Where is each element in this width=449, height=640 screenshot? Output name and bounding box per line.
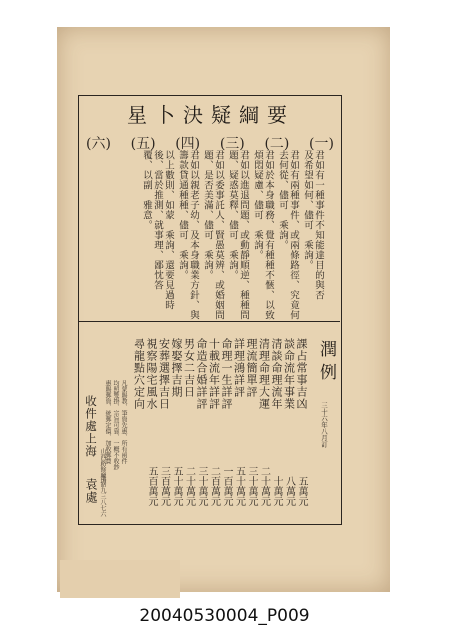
rate-amount: 五萬元	[296, 476, 307, 506]
item-text: 君如以委事託人、賢愚莫辨、或婚姻問 題、是否美滿、儘可 乘詢。	[202, 150, 224, 320]
address-detail: 山西路餘慶坊	[99, 448, 106, 484]
item-number: (六)	[86, 136, 111, 152]
rate-row	[195, 338, 208, 506]
note-text: 均照雙掛、宗旨可靠、一概不收鈔	[112, 380, 119, 470]
note-text: 惠賜郵資、統郵定價、加收郵費	[104, 380, 111, 464]
rate-service: 詳理鴻詳評	[232, 338, 246, 398]
rate-amount: 二十萬元	[258, 466, 270, 506]
rate-row	[145, 338, 158, 506]
rate-row	[232, 338, 245, 506]
rate-date: 三十六年八月訂	[320, 402, 328, 448]
rate-amount: 二十萬元	[183, 466, 195, 506]
note-text: 凡蒙賜教、筆資先惠、所有函件	[120, 380, 127, 464]
rate-row	[182, 338, 195, 506]
item-columns	[92, 150, 324, 320]
page-title: 星卜決疑綱要	[127, 103, 295, 127]
rate-title: 潤例	[316, 340, 336, 386]
rate-row	[257, 338, 270, 506]
rate-service: 命造合婚詳評	[195, 338, 208, 410]
rate-amount: 五百萬元	[146, 466, 157, 506]
rate-amount: 五十萬元	[233, 466, 245, 506]
rate-row	[295, 338, 308, 506]
item-number: (五)	[130, 136, 156, 152]
item-text: 君如以親老子幼、及本身職業方針、與 籌款貸通種種、儘可 乘詢。	[177, 150, 199, 320]
rate-row	[132, 338, 145, 506]
item-number: (二)	[264, 136, 290, 152]
paper-tear	[60, 560, 180, 598]
rate-amount: 三百萬元	[158, 466, 170, 506]
rate-service: 安葬選擇吉日	[157, 338, 171, 410]
rate-amount: 八萬元	[283, 476, 295, 506]
section-divider	[78, 321, 340, 322]
rate-service: 清理命理大運	[257, 338, 271, 410]
item-number: (四)	[175, 136, 201, 152]
rate-service: 談命流年事業	[282, 338, 296, 410]
rate-row	[207, 338, 220, 506]
rate-row	[282, 338, 295, 506]
rate-row	[245, 338, 258, 506]
address-sub: 電話九三八七六	[99, 475, 106, 517]
rate-service: 課占常事吉凶	[295, 338, 308, 410]
rate-amount: 一百萬元	[221, 466, 232, 506]
item-text: 君如有兩種事件、或兩條路徑、究竟何 去何從、儘可 乘詢。	[277, 150, 299, 320]
rate-table	[132, 338, 307, 508]
address-main: 收件處上海	[84, 395, 98, 458]
item-number: (三)	[219, 136, 245, 152]
closing-text: 以上數則、如蒙 乘詢、還要見過時 後、當於推測、就事理、鄙忱答 覆、以副 雅意。	[141, 150, 174, 310]
rate-service: 男女二吉日	[182, 338, 196, 398]
rate-amount: 三十萬元	[196, 466, 207, 506]
rate-service: 清談命理流年	[270, 338, 283, 410]
rate-amount: 二百萬元	[208, 466, 220, 506]
rate-service: 嫁娶擇吉期	[170, 338, 183, 398]
rate-service: 視察陽宅風水	[145, 338, 158, 410]
rate-row	[220, 338, 233, 506]
rate-service: 理流簡單評	[245, 338, 258, 398]
rate-service: 命理一生詳評	[220, 338, 233, 410]
rate-service: 十載流年詳評	[207, 338, 221, 410]
rate-row	[157, 338, 170, 506]
item-text: 君如有一種事件不知能達目的與否 及希望如何、儘可 乘詢。	[302, 150, 324, 300]
rate-service: 尋龍點穴定向	[132, 338, 146, 410]
address-name: 袁處	[84, 478, 98, 504]
image-caption: 20040530004_P009	[139, 606, 310, 626]
rate-row	[170, 338, 183, 506]
item-text: 君如於本身職務、覺有種種不愜、以致 煩悶疑慮、儘可 乘詢。	[252, 150, 274, 320]
rate-row	[270, 338, 283, 506]
item-number: (一)	[309, 136, 334, 152]
rate-amount: 十萬元	[271, 476, 282, 506]
item-text: 君如以進退問題、或動靜順逆、種種問 題、疑惑莫釋、儘可 乘詢。	[227, 150, 249, 320]
rate-amount: 五十萬元	[171, 466, 182, 506]
rate-amount: 三十萬元	[246, 466, 257, 506]
